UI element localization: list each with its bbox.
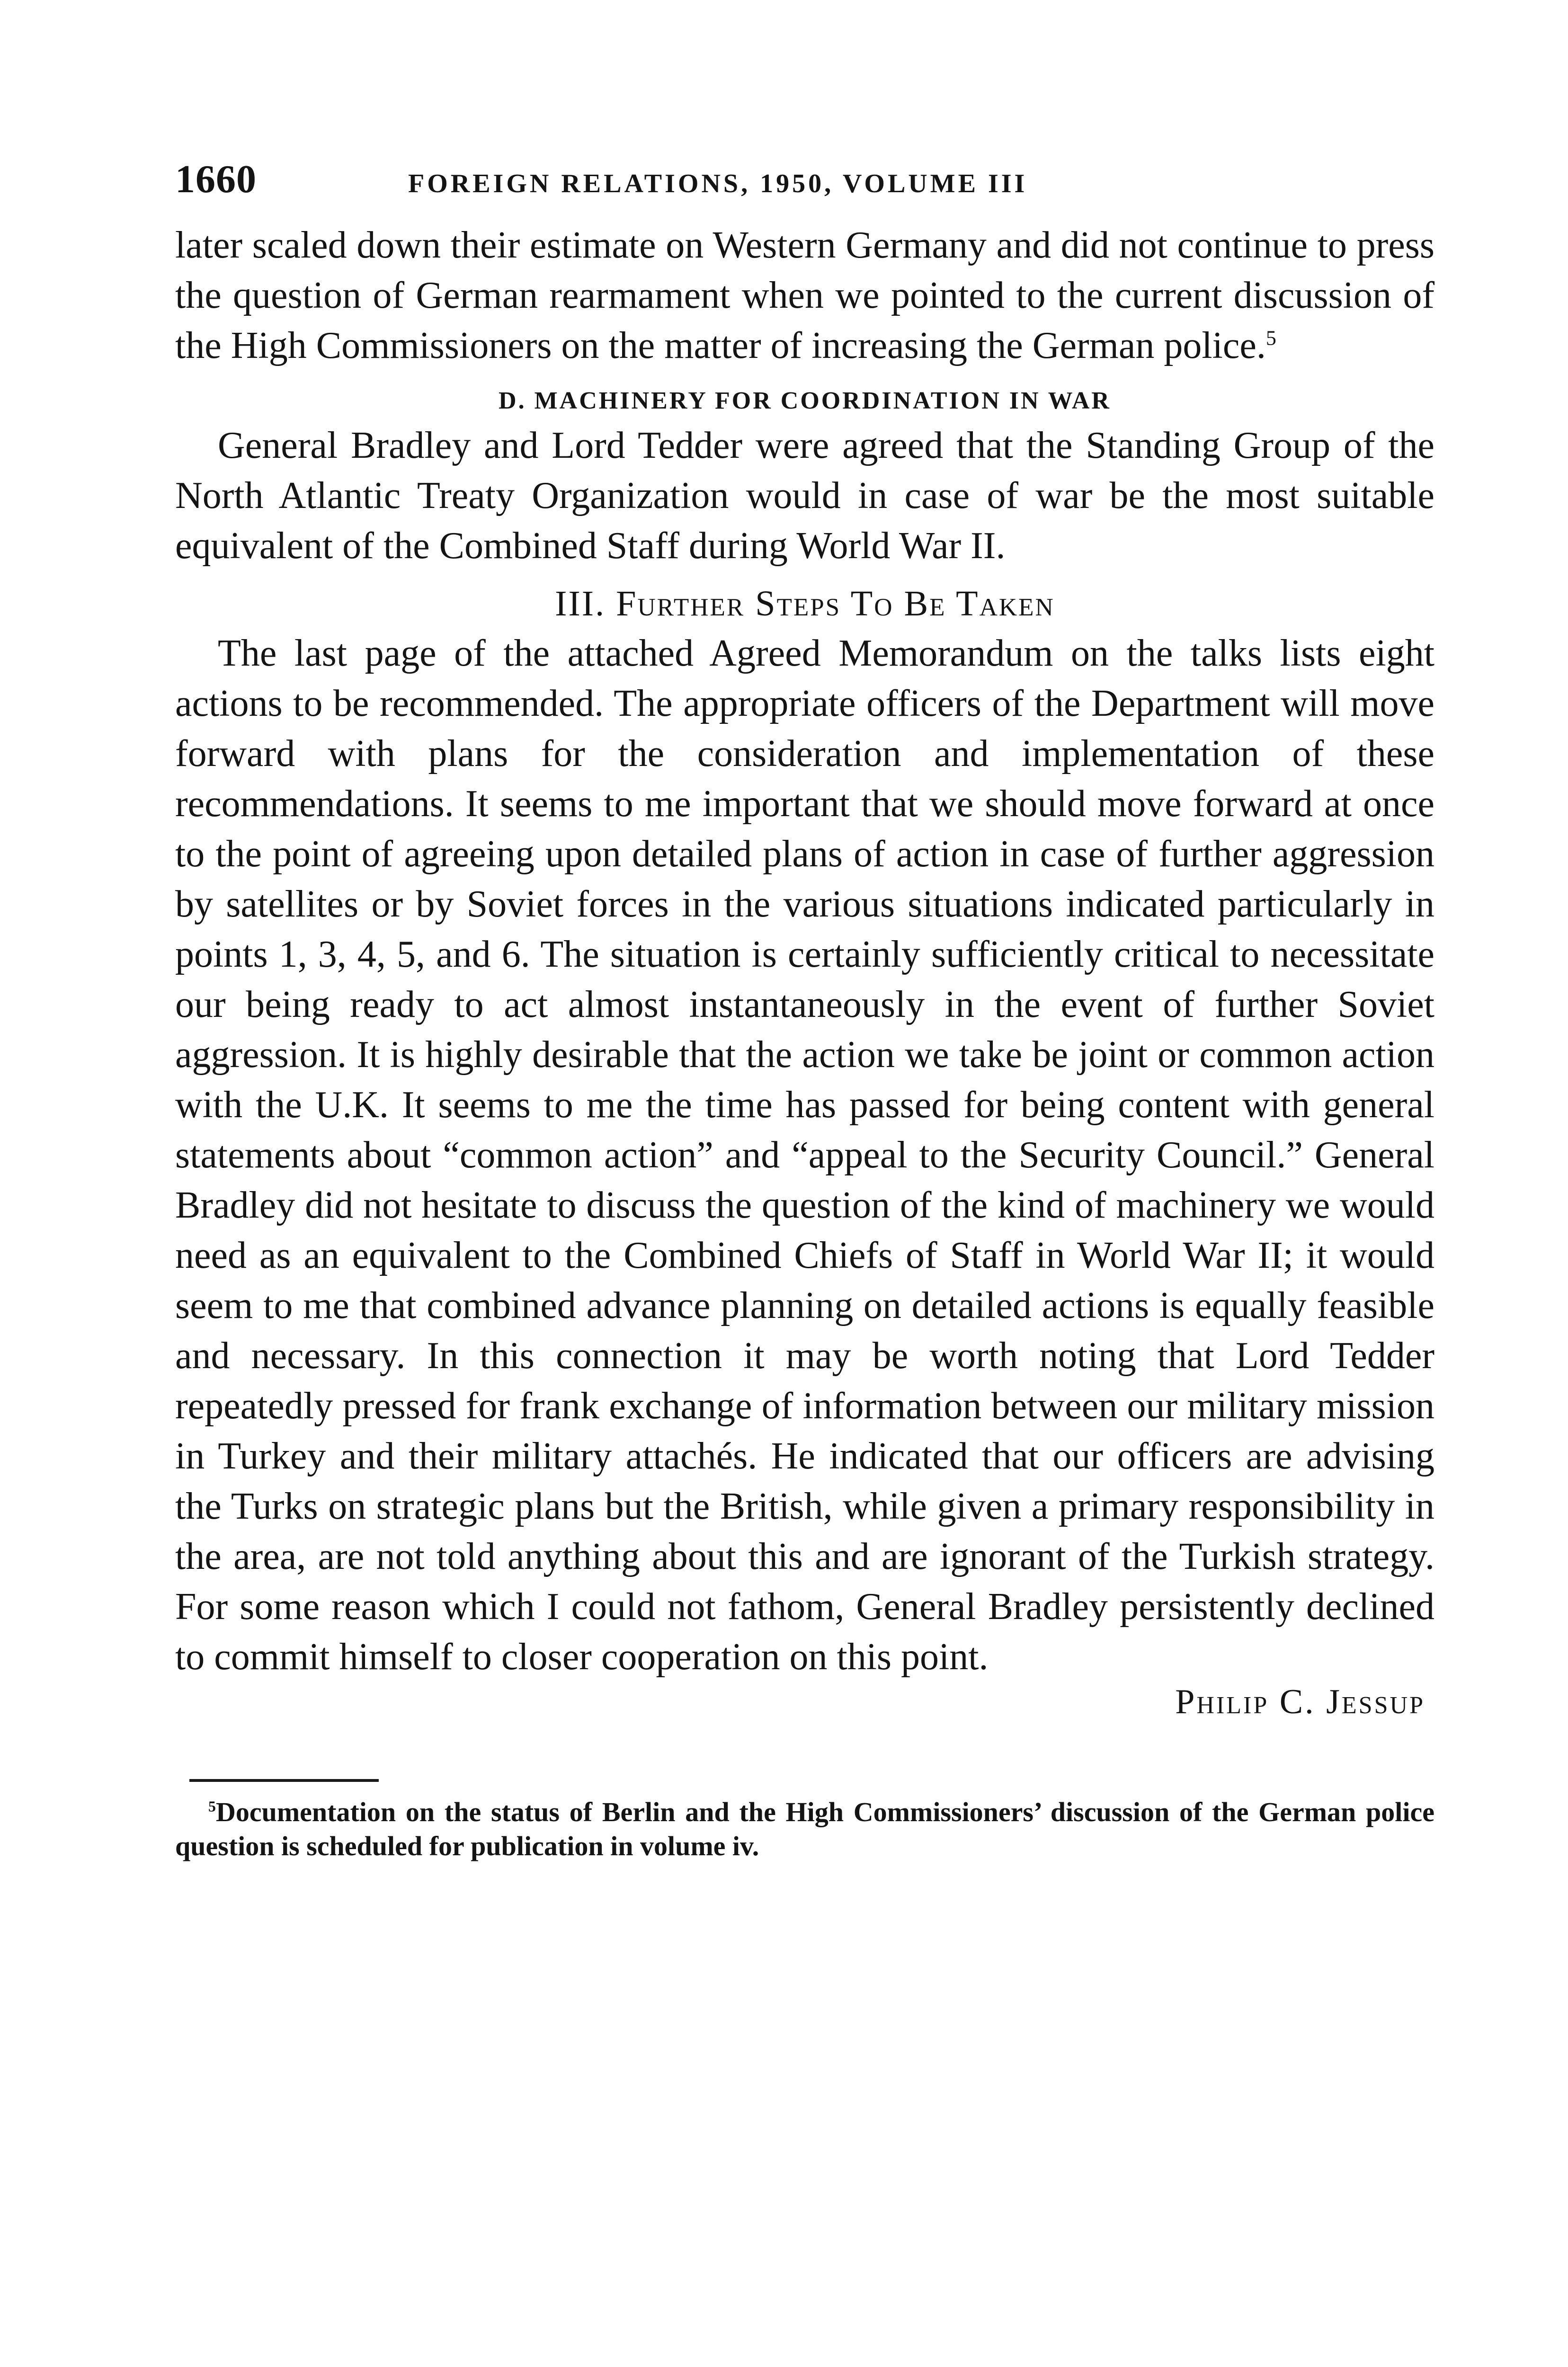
page-number: 1660 — [175, 157, 257, 201]
footnote-text: Documentation on the status of Berlin and the High Commissioners’ discussion of the German police question is scheduled for publication in volume iv. — [175, 1797, 1434, 1861]
running-header — [175, 156, 1434, 202]
document-page — [175, 156, 1434, 1863]
paragraph-1-text: later scaled down their estimate on Western Germany and did not continue to press the question of German rearmament when we pointed to the current discussion of the High Commissioners on the matter of increasing the German police. — [175, 224, 1434, 366]
section-d-heading: D. MACHINERY FOR COORDINATION IN WAR — [499, 387, 1111, 414]
paragraph-3: The last page of the attached Agreed Memorandum on the talks lists eight actions to be recommended. The appropriate officers of the Department will move forward with plans for the consideration and implementation of these recommendations. It seems to me important that we should move forward at once to the point of agreeing upon detailed plans of action in case of further aggression by satellites or by Soviet forces in the various situations indicated particularly in points 1, 3, 4, 5, and 6. The situation is certainly sufficiently critical to necessitate our being ready to act almost instantaneously in the event of further Soviet aggression. It is highly desirable that the action we take be joint or common action with the U.K. It seems to me the time has passed for being content with general statements about “common action” and “appeal to the Security Council.” General Bradley did not hesitate to discuss the question of the kind of machinery we would need as an equivalent to the Combined Chiefs of Staff in World War II; it would seem to me that combined advance planning on detailed actions is equally feasible and necessary. In this connection it may be worth noting that Lord Tedder repeatedly pressed for frank exchange of information between our military mission in Turkey and their military attachés. He indicated that our officers are advising the Turks on strategic plans but the British, while given a primary responsibility in the area, are not told anything about this and are ignorant of the Turkish strategy. For some reason which I could not fathom, General Bradley persistently declined to commit himself to closer cooperation on this point. — [175, 632, 1434, 1678]
paragraph-2: General Bradley and Lord Tedder were agreed that the Standing Group of the North Atlantic Treaty Organization would in case of war be the most suitable equivalent of the Combined Staff during World War II. — [175, 425, 1434, 567]
footnote — [175, 1795, 1434, 1863]
signature: Philip C. Jessup — [1175, 1682, 1425, 1721]
section-iii-title: Further Steps To Be Taken — [616, 584, 1055, 623]
footnote-divider — [189, 1779, 379, 1782]
section-iii-heading — [175, 583, 1434, 624]
section-iii-number: III. — [555, 584, 606, 623]
footnote-reference: 5 — [1265, 326, 1276, 350]
paragraph-1 — [175, 220, 1434, 371]
footnote-marker: 5 — [208, 1798, 216, 1815]
running-title: FOREIGN RELATIONS, 1950, VOLUME III — [408, 169, 1028, 198]
